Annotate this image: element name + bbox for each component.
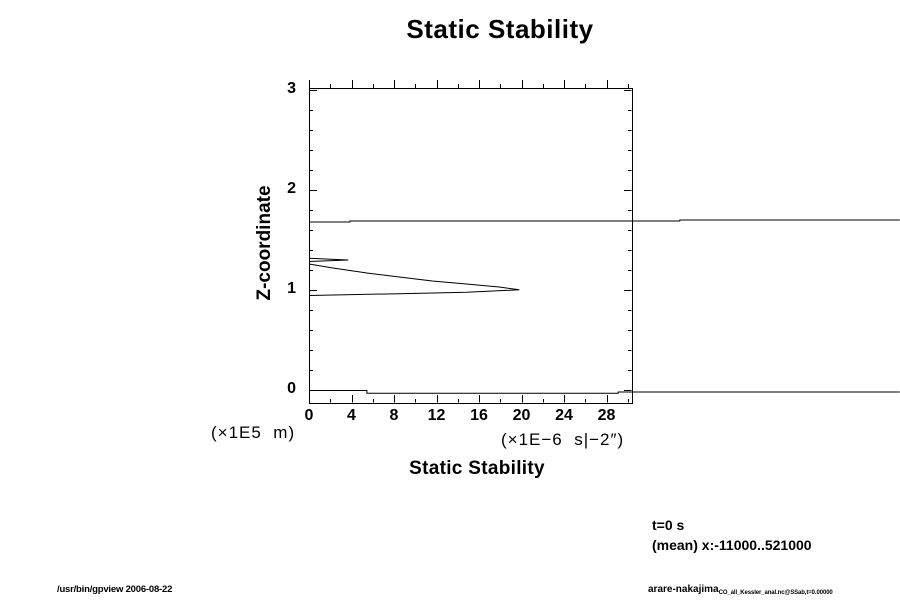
footer-command: /usr/bin/gpview 2006-08-22 bbox=[57, 584, 173, 595]
x-tick-label-0: 0 bbox=[304, 407, 314, 424]
plot-box bbox=[310, 89, 633, 404]
contour-spike-z1-00 bbox=[309, 264, 519, 296]
y-axis-title: Z-coordinate bbox=[254, 185, 275, 301]
footer-credit-sub: CO_all_Kessler_anal.nc@SSab,t=0.00000 bbox=[718, 590, 833, 596]
footer-credit bbox=[648, 584, 833, 595]
footer-credit-main: arare-nakajima bbox=[648, 584, 719, 595]
annotation-mean-range: (mean) x:-11000..521000 bbox=[652, 537, 812, 553]
x-tick-label-12: 12 bbox=[427, 407, 446, 424]
y-axis-unit: (×1E5 m) bbox=[211, 423, 296, 442]
contour-sliver-z1-30 bbox=[309, 258, 348, 261]
y-tick-label-3: 3 bbox=[287, 80, 296, 97]
y-tick-label-0: 0 bbox=[287, 380, 296, 397]
figure-title: Static Stability bbox=[406, 14, 594, 44]
x-tick-label-20: 20 bbox=[512, 407, 531, 424]
y-tick-label-2: 2 bbox=[287, 180, 296, 197]
x-axis-unit: (×1E−6 s|−2″) bbox=[501, 430, 625, 449]
figure-subtitle: Static Stability bbox=[409, 458, 545, 479]
annotation-time: t=0 s bbox=[652, 517, 685, 533]
contour-line-z1-68 bbox=[309, 220, 900, 222]
contour-surface-z0 bbox=[309, 391, 900, 394]
x-tick-label-8: 8 bbox=[389, 407, 399, 424]
x-tick-label-4: 4 bbox=[347, 407, 356, 424]
x-tick-label-24: 24 bbox=[555, 407, 573, 424]
x-tick-label-28: 28 bbox=[597, 407, 616, 424]
y-tick-label-1: 1 bbox=[287, 280, 296, 297]
x-tick-label-16: 16 bbox=[470, 407, 488, 424]
axis-ticks bbox=[310, 80, 632, 403]
